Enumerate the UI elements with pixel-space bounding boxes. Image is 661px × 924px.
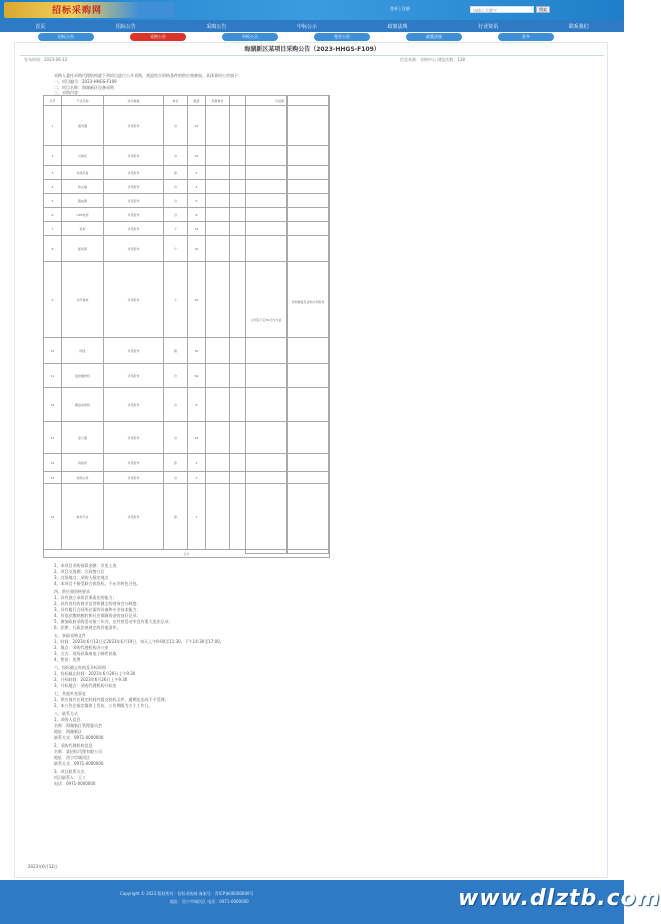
table-cell: 3 (44, 166, 62, 180)
table-cell: 软件平台 (62, 484, 104, 550)
body-line: 4、本项目不接受联合体投标，不允许转包分包。 (54, 581, 141, 586)
table-cell: 7 (44, 222, 62, 236)
subtab-policy[interactable]: 政策法规 (406, 33, 462, 41)
table-cell: 显示器 (62, 422, 104, 454)
table-cell: 详见附件 (104, 454, 164, 472)
table-cell: 防火墙 (62, 180, 104, 194)
table-cell: 16 (188, 422, 206, 454)
table-cell: 箱 (164, 338, 188, 364)
table-cell: 详见附件 (104, 236, 164, 262)
site-header (0, 0, 624, 20)
table-cell: 详见附件 (104, 472, 164, 484)
table-cell: 台 (164, 106, 188, 146)
nav-item-award[interactable]: 中标公示 (296, 23, 317, 30)
table-cell: 详见附件 (104, 222, 164, 236)
table-cell: 详见附件 (104, 262, 164, 338)
table-cell: 详见附件 (104, 146, 164, 166)
table-cell: 5 (44, 194, 62, 208)
body-line: 3、具有履行合同所必需的设备和专业技术能力； (54, 607, 141, 612)
table-cell: 30 (188, 236, 206, 262)
table-cell: 台 (164, 422, 188, 454)
table-cell: 路由器 (62, 194, 104, 208)
table-cell: 监控摄像机 (62, 364, 104, 388)
table-header: 技术参数 (104, 96, 164, 106)
title-divider (20, 55, 604, 56)
body-line: 1、供应商应在规定时间内提交投标文件，逾期送达的不予受理。 (54, 697, 169, 702)
table-cell: 6 (44, 208, 62, 222)
nav-item-news[interactable]: 行业资讯 (478, 23, 499, 30)
table-cell: 个 (164, 222, 188, 236)
site-title: 招标采购网 (52, 6, 103, 16)
body-line: 5、参加政府采购活动前三年内，在经营活动中没有重大违法记录； (54, 619, 173, 624)
table-cell: 网线 (62, 338, 104, 364)
body-line: 1、采购人信息 (54, 717, 81, 722)
table-cell: 14 (44, 454, 62, 472)
table-cell: 11 (44, 364, 62, 388)
article-title: 海湖新区某项目采购公告（2023-HHGS-F109） (244, 46, 380, 53)
body-line: 3、项目联系方式 (54, 769, 85, 774)
table-cell: 详见附件 (104, 208, 164, 222)
table-cell: 详见附件 (104, 364, 164, 388)
body-line: 名称：海湖新区管理委员会 (54, 723, 102, 728)
table-header: 数量 (188, 96, 206, 106)
table-cell: 交换机 (62, 146, 104, 166)
table-cell: 4 (188, 180, 206, 194)
table-cell: 服务器 (62, 106, 104, 146)
table-cell: 12 (44, 388, 62, 422)
table-total: 合计 (44, 550, 330, 558)
table-cell: UPS电源 (62, 208, 104, 222)
table-cell: 9 (44, 262, 62, 338)
table-cell: 3 (188, 472, 206, 484)
table-cell: 硬盘录像机 (62, 388, 104, 422)
main-nav (0, 20, 624, 32)
table-cell: 8 (188, 208, 206, 222)
table-side-column (287, 95, 329, 554)
table-cell: 15 (44, 472, 62, 484)
footer-copyright: Copyright © 2023 版权所有：招标采购网 备案号：青ICP备00000000号 (120, 891, 254, 896)
table-cell: 60 (188, 364, 206, 388)
table-cell: 控制主机 (62, 472, 104, 484)
nav-item-home[interactable]: 首页 (35, 23, 46, 30)
table-cell: 8 (44, 236, 62, 262)
table-header: 交货期 (230, 96, 330, 106)
body-line: 4、有依法缴纳税收和社会保障资金的良好记录； (54, 613, 141, 618)
table-cell: 4 (44, 180, 62, 194)
table-cell: 2 (188, 454, 206, 472)
body-line: 4、售价：免费 (54, 657, 81, 662)
table-cell: 详见附件 (104, 194, 164, 208)
body-line: 联系方式：0971-0000000 (54, 735, 104, 740)
subtab-tender[interactable]: 招标公告 (38, 33, 94, 41)
footer-address: 地址：西宁市城西区 电话：0971-0000000 (170, 899, 249, 904)
body-line: 1、时间：2023年6月12日至2023年6月19日，每天上午9:00至11:30，下午14:30至17:00。 (54, 639, 224, 644)
table-cell: 2 (44, 146, 62, 166)
table-cell: 1 (188, 484, 206, 550)
table-cell: 存储设备 (62, 166, 104, 180)
remark-note: 详细参数见采购文件附件 (291, 300, 325, 304)
nav-item-policy[interactable]: 政策法规 (387, 23, 408, 30)
body-line: 1、具有独立承担民事责任的能力； (54, 595, 117, 600)
sub-tabs (38, 33, 586, 42)
table-cell: 套 (164, 166, 188, 180)
table-cell: 光纤模块 (62, 262, 104, 338)
table-cell: 详见附件 (104, 180, 164, 194)
body-line: 1、本项目采购预算金额：详见上表 (54, 563, 117, 568)
intro-line: 二、项目名称：海湖新区设备采购 (54, 85, 114, 90)
table-cell: 20 (188, 146, 206, 166)
publish-time: 发布时间：2023-06-12 (24, 57, 68, 62)
body-line: 联系方式：0971-0000000 (54, 761, 104, 766)
source-info: 信息来源：采购中心 浏览次数：128 (400, 57, 465, 62)
table-header: 产品名称 (62, 96, 104, 106)
subtab-change[interactable]: 变更公告 (314, 33, 370, 41)
table-cell: 40 (188, 262, 206, 338)
delivery-note: 合同签订后30日内交货 (250, 318, 282, 322)
table-cell: 详见附件 (104, 388, 164, 422)
body-line: 6、法律、行政法规规定的其他条件。 (54, 625, 121, 630)
nav-item-purchase[interactable]: 采购公告 (206, 23, 227, 30)
nav-item-tender[interactable]: 招标公告 (115, 23, 136, 30)
table-cell: 套 (164, 454, 188, 472)
body-line: 2、项目交货期：合同签订后 (54, 569, 105, 574)
publish-date: 2023年6月12日 (28, 864, 58, 869)
body-line: 1、投标截止时间：2023年6月26日上午9:30 (54, 671, 136, 676)
table-cell: 台 (164, 364, 188, 388)
intro-text: 采购人委托采购代理机构就下列项目进行公开采购，欢迎符合资格条件的供应商参加。具体事项公告如下： (54, 73, 242, 78)
table-cell: 套 (164, 484, 188, 550)
table-cell: 台 (164, 180, 188, 194)
table-cell: 详见附件 (104, 106, 164, 146)
table-cell: 详见附件 (104, 422, 164, 454)
table-cell: 拼接屏 (62, 454, 104, 472)
body-line: 名称：某招标代理有限公司 (54, 749, 102, 754)
table-cell: 1 (44, 106, 62, 146)
table-cell: 详见附件 (104, 484, 164, 550)
table-cell: 台 (164, 388, 188, 422)
table-header: 序号 (44, 96, 62, 106)
intro-line: 三、采购内容： (54, 90, 82, 95)
section-heading: 八、联系方式 (54, 711, 78, 716)
table-cell: 详见附件 (104, 166, 164, 180)
table-cell: 机柜 (62, 222, 104, 236)
table-cell: 个 (164, 236, 188, 262)
table-cell: 台 (164, 208, 188, 222)
table-cell: 12 (188, 222, 206, 236)
login-links[interactable]: 登录 | 注册 (390, 6, 410, 11)
table-cell: 详见附件 (104, 338, 164, 364)
body-line: 2、采购代理机构信息 (54, 743, 93, 748)
body-line: 3、方式：现场获取或电子邮件获取 (54, 651, 117, 656)
section-heading: 四、供应商资格要求 (54, 589, 90, 594)
body-line: 2、具有良好的商业信誉和健全的财务会计制度； (54, 601, 141, 606)
section-heading: 六、投标截止时间及开标时间 (54, 665, 106, 670)
body-line: 3、开标地点：采购代理机构开标室 (54, 683, 117, 688)
table-cell: 个 (164, 262, 188, 338)
intro-line: 一、项目编号：2023-HHGS-F109 (54, 79, 117, 84)
table-cell: 10 (44, 338, 62, 364)
table-cell: 6 (188, 194, 206, 208)
table-cell: 6 (188, 388, 206, 422)
search-input[interactable]: 请输入关键字 (470, 6, 534, 13)
body-line: 电话：0971-0000000 (54, 781, 96, 786)
table-side-column (245, 95, 287, 554)
subtab-more[interactable]: 更多 (498, 33, 554, 41)
body-line: 2、本公告在指定媒体上发布，公告期限为五个工作日。 (54, 703, 153, 708)
table-cell: 台 (164, 146, 188, 166)
table-cell: 配线架 (62, 236, 104, 262)
table-cell: 13 (44, 422, 62, 454)
table-cell: 50 (188, 338, 206, 364)
body-line: 2、地点：采购代理机构办公室 (54, 645, 109, 650)
search-button[interactable]: 搜索 (536, 6, 550, 13)
section-heading: 七、其他补充事宜 (54, 691, 86, 696)
nav-item-contact[interactable]: 联系我们 (568, 23, 589, 30)
table-header: 单位 (164, 96, 188, 106)
body-line: 2、开标时间：2023年6月26日上午9:30 (54, 677, 128, 682)
body-line: 地址：海湖新区 (54, 729, 82, 734)
body-line: 3、交货地点：采购人指定地点 (54, 575, 109, 580)
site-watermark: www.dlztb.com (458, 886, 661, 911)
table-cell: 10 (188, 106, 206, 146)
body-line: 项目联系人：王工 (54, 775, 86, 780)
section-heading: 五、获取采购文件 (54, 633, 86, 638)
subtab-award[interactable]: 中标公示 (222, 33, 278, 41)
table-cell: 台 (164, 194, 188, 208)
body-line: 地址：西宁市城西区 (54, 755, 90, 760)
table-cell: 台 (164, 472, 188, 484)
table-cell: 5 (188, 166, 206, 180)
table-cell: 16 (44, 484, 62, 550)
subtab-purchase[interactable]: 采购公告 (130, 33, 186, 41)
table-header: 预算单价 (206, 96, 230, 106)
